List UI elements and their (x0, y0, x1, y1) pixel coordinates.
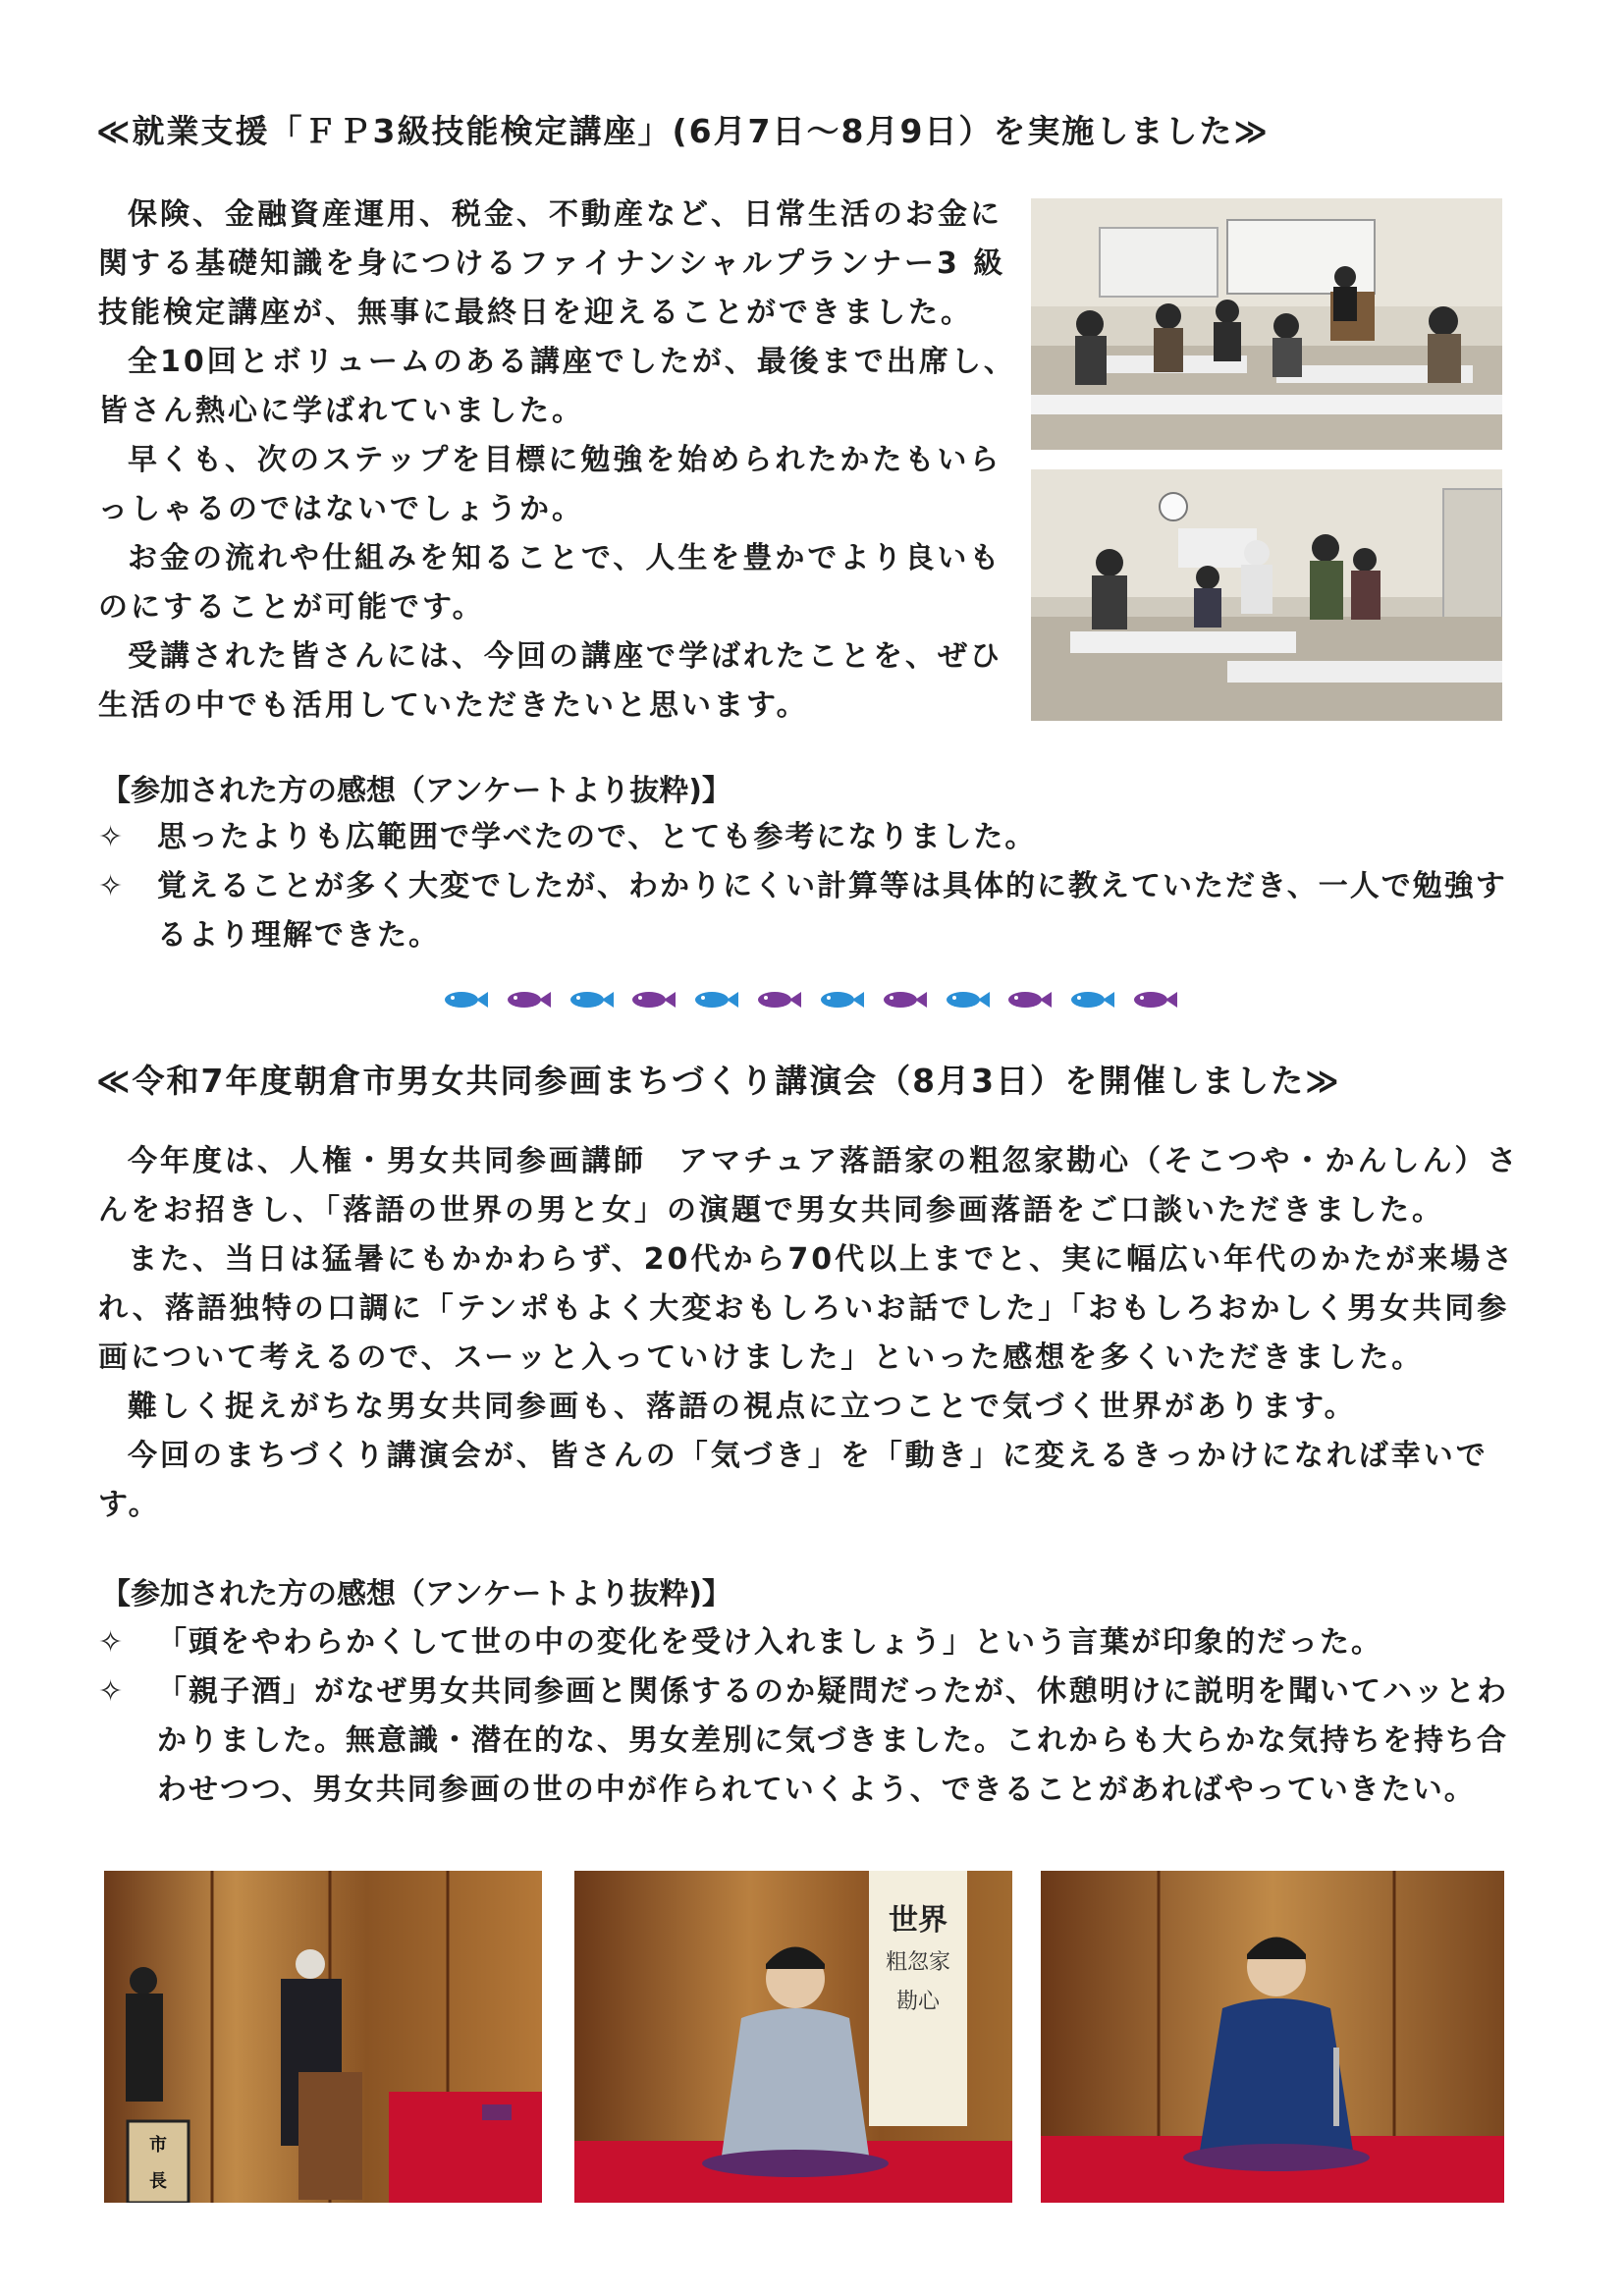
section2-body (98, 1137, 1532, 1530)
sparkle-icon: ✧ (98, 1674, 126, 1709)
fish-icon (505, 989, 552, 1011)
fish-icon (1131, 989, 1178, 1011)
section2-heading: ≪令和7年度朝倉市男女共同参画まちづくり講演会（8月3日）を開催しました≫ (96, 1062, 1341, 1100)
podium-sign-char-1: 市 (149, 2135, 167, 2156)
rakugo-photo-1 (574, 1871, 1012, 2203)
sparkle-icon: ✧ (98, 869, 126, 903)
rakugo-photo-2 (1041, 1871, 1504, 2203)
section2-paragraph-4: 今回のまちづくり講演会が、皆さんの「気づき」を「動き」に変えるきっかけになれば幸いです。 (98, 1439, 1489, 1522)
fish-icon (692, 989, 739, 1011)
sparkle-icon: ✧ (98, 1625, 126, 1660)
section1-paragraph-3: 早くも、次のステップを目標に勉強を始められたかたもいらっしゃるのではないでしょうか。 (98, 443, 1002, 526)
section2-feedback-item-1: ✧ 「頭をやわらかくして世の中の変化を受け入れましょう」という言葉が印象的だった。 (98, 1618, 1532, 1667)
section1-paragraph-1: 保険、金融資産運用、税金、不動産など、日常生活のお金に関する基礎知識を身につけるファイナンシャルプランナー3 級技能検定講座が、無事に最終日を迎えることができました。 (98, 197, 1006, 330)
section2-paragraph-2: また、当日は猛暑にもかかわらず、20代から70代以上までと、実に幅広い年代のかたが来場され、落語独特の口調に「テンポもよく大変おもしろいお話でした」「おもしろおかしく男女共同参画について考えるので、スーッと入っていけました」といった感想を多くいただきました。 (98, 1242, 1516, 1375)
section2-paragraph-1: 今年度は、人権・男女共同参画講師 アマチュア落語家の粗忽家勘心（そこつや・かんしん）さんをお招きし、「落語の世界の男と女」の演題で男女共同参画落語をご口談いただきました。 (98, 1144, 1520, 1228)
section1-feedback-list (98, 813, 1532, 960)
fish-icon (818, 989, 865, 1011)
section1-feedback-item-1: ✧ 思ったよりも広範囲で学べたので、とても参考になりました。 (98, 813, 1532, 862)
fish-icon (1068, 989, 1115, 1011)
section1-body (98, 191, 1016, 731)
section2-feedback-item-2: ✧ 「親子酒」がなぜ男女共同参画と関係するのか疑問だったが、休憩明けに説明を聞いてハッとわかりました。無意識・潜在的な、男女差別に気づきました。これからも大らかな気持ちを持ち合わせつつ、男女共同参画の世の中が作られていくよう、できることがあればやっていきたい。 (98, 1667, 1532, 1815)
section2-paragraph-3: 難しく捉えがちな男女共同参画も、落語の視点に立つことで気づく世界があります。 (128, 1390, 1357, 1424)
section1-paragraph-5: 受講された皆さんには、今回の講座で学ばれたことを、ぜひ生活の中でも活用していただきたいと思います。 (98, 639, 1002, 723)
fish-icon (442, 989, 489, 1011)
banner-text-name: 勘心 (895, 1990, 941, 2014)
fish-icon (568, 989, 615, 1011)
section1-feedback-item-2: ✧ 覚えることが多く大変でしたが、わかりにくい計算等は具体的に教えていただき、一人で勉強するより理解できた。 (98, 862, 1532, 960)
fish-icon (755, 989, 802, 1011)
banner-text-main: 世界 (889, 1903, 947, 1938)
section2-feedback-heading: 【参加された方の感想（アンケートより抜粋)】 (101, 1577, 731, 1612)
section1-feedback-heading: 【参加された方の感想（アンケートより抜粋)】 (101, 774, 731, 808)
section1-heading: ≪就業支援「ＦＰ3級技能検定講座」(6月7日～8月9日）を実施しました≫ (96, 112, 1270, 150)
section2-feedback-list (98, 1618, 1532, 1815)
lecture-photo-mayor (104, 1871, 542, 2203)
fish-icon (881, 989, 928, 1011)
section1-paragraph-2: 全10回とボリュームのある講座でしたが、最後まで出席し、皆さん熱心に学ばれていました。 (98, 345, 1016, 428)
podium-sign-char-2: 長 (149, 2171, 167, 2192)
fish-icon (1005, 989, 1053, 1011)
fish-icon (629, 989, 677, 1011)
fish-divider (442, 985, 1178, 1014)
section1-paragraph-4: お金の流れや仕組みを知ることで、人生を豊かでより良いものにすることが可能です。 (98, 541, 1002, 625)
banner-text-sub: 粗忽家 (885, 1950, 951, 1975)
classroom-photo-2 (1031, 469, 1502, 721)
fish-icon (944, 989, 991, 1011)
sparkle-icon: ✧ (98, 820, 126, 854)
classroom-photo-1 (1031, 198, 1502, 450)
